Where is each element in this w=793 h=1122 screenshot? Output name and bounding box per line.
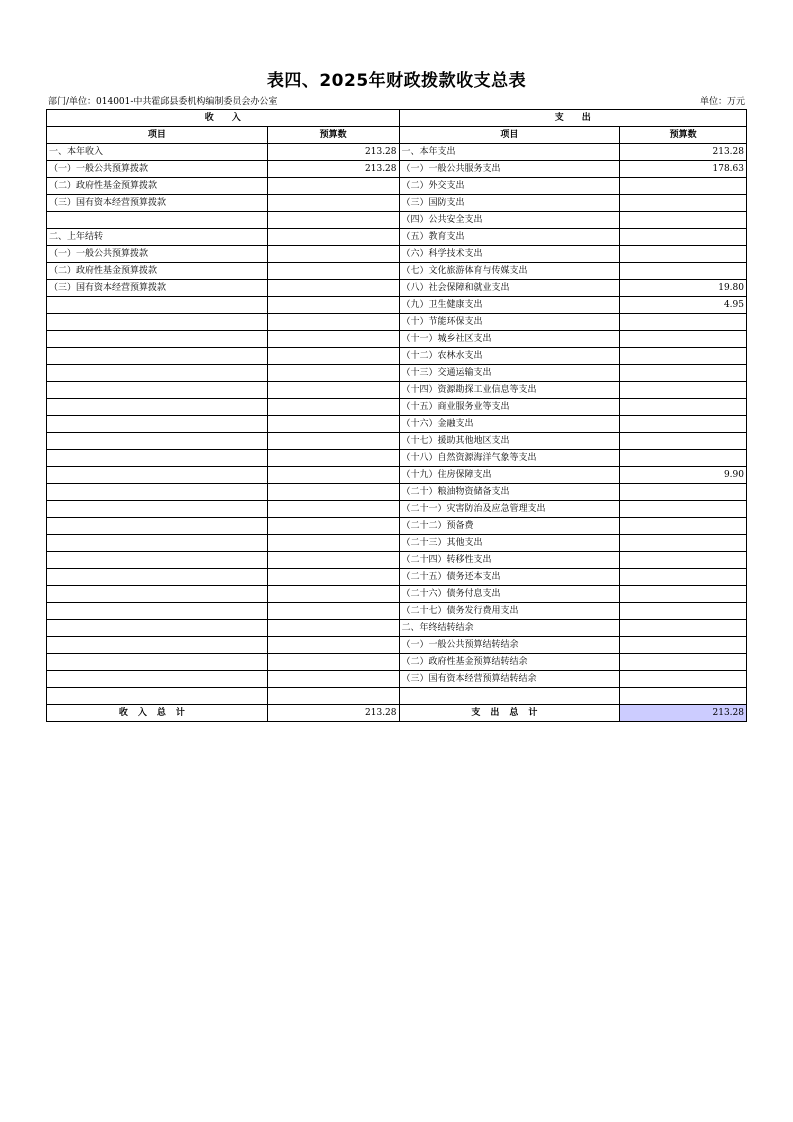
income-item-cell: （三）国有资本经营预算拨款 xyxy=(47,195,268,212)
income-value-cell xyxy=(267,416,399,433)
income-item-cell xyxy=(47,297,268,314)
expense-value-cell: 19.80 xyxy=(620,280,747,297)
income-item-cell xyxy=(47,501,268,518)
expense-value-cell: 9.90 xyxy=(620,467,747,484)
expense-item-cell: （二）政府性基金预算结转结余 xyxy=(399,654,620,671)
income-item-cell xyxy=(47,552,268,569)
expense-item-cell: （十九）住房保障支出 xyxy=(399,467,620,484)
expense-section-header: 支 出 xyxy=(399,110,746,127)
table-row xyxy=(47,246,747,263)
table-row xyxy=(47,178,747,195)
income-item-cell: （一）一般公共预算拨款 xyxy=(47,161,268,178)
unit-label: 单位：万元 xyxy=(699,97,745,107)
income-value-cell xyxy=(267,688,399,705)
expense-value-cell xyxy=(620,416,747,433)
expense-item-header: 项目 xyxy=(399,127,620,144)
expense-value-cell xyxy=(620,433,747,450)
income-value-cell xyxy=(267,178,399,195)
column-header-row xyxy=(47,127,747,144)
expense-item-cell: （十三）交通运输支出 xyxy=(399,365,620,382)
expense-item-cell: （四）公共安全支出 xyxy=(399,212,620,229)
expense-value-cell xyxy=(620,620,747,637)
income-value-cell xyxy=(267,569,399,586)
income-total-value: 213.28 xyxy=(267,705,399,722)
table-row xyxy=(47,688,747,705)
income-value-cell xyxy=(267,552,399,569)
expense-item-cell: （一）一般公共预算结转结余 xyxy=(399,637,620,654)
income-item-cell xyxy=(47,586,268,603)
income-value-cell xyxy=(267,637,399,654)
income-value-cell xyxy=(267,246,399,263)
income-item-cell xyxy=(47,518,268,535)
income-section-header: 收 入 xyxy=(47,110,400,127)
income-item-cell xyxy=(47,331,268,348)
income-item-cell xyxy=(47,399,268,416)
income-item-cell: 二、上年结转 xyxy=(47,229,268,246)
expense-value-cell xyxy=(620,365,747,382)
income-item-cell xyxy=(47,637,268,654)
income-item-cell xyxy=(47,450,268,467)
expense-value-cell xyxy=(620,195,747,212)
table-row xyxy=(47,212,747,229)
expense-item-cell: （三）国有资本经营预算结转结余 xyxy=(399,671,620,688)
expense-value-cell xyxy=(620,637,747,654)
table-row xyxy=(47,484,747,501)
table-row xyxy=(47,569,747,586)
expense-item-cell: （二十五）债务还本支出 xyxy=(399,569,620,586)
expense-item-cell: （二十）粮油物资储备支出 xyxy=(399,484,620,501)
expense-item-cell: （二十七）债务发行费用支出 xyxy=(399,603,620,620)
income-item-cell xyxy=(47,365,268,382)
table-row xyxy=(47,501,747,518)
expense-item-cell: （八）社会保障和就业支出 xyxy=(399,280,620,297)
income-item-cell xyxy=(47,688,268,705)
table-row xyxy=(47,535,747,552)
income-value-cell xyxy=(267,535,399,552)
expense-item-cell: （五）教育支出 xyxy=(399,229,620,246)
table-row xyxy=(47,603,747,620)
income-value-cell xyxy=(267,399,399,416)
income-item-cell xyxy=(47,382,268,399)
table-row xyxy=(47,161,747,178)
income-value-cell xyxy=(267,195,399,212)
income-item-header: 项目 xyxy=(47,127,268,144)
expense-value-cell xyxy=(620,263,747,280)
expense-item-cell: （十四）资源勘探工业信息等支出 xyxy=(399,382,620,399)
table-row xyxy=(47,280,747,297)
expense-item-cell: （一）一般公共服务支出 xyxy=(399,161,620,178)
expense-value-cell xyxy=(620,603,747,620)
expense-item-cell: （十五）商业服务业等支出 xyxy=(399,399,620,416)
expense-value-cell xyxy=(620,399,747,416)
expense-item-cell: （二十二）预备费 xyxy=(399,518,620,535)
expense-value-cell xyxy=(620,552,747,569)
expense-item-cell: （十二）农林水支出 xyxy=(399,348,620,365)
expense-value-cell xyxy=(620,212,747,229)
expense-item-cell: （二十一）灾害防治及应急管理支出 xyxy=(399,501,620,518)
expense-value-cell xyxy=(620,688,747,705)
department-label: 部门/单位：014001-中共霍邱县委机构编制委员会办公室 xyxy=(48,97,278,107)
expense-value-cell xyxy=(620,178,747,195)
expense-item-cell: （十六）金融支出 xyxy=(399,416,620,433)
income-item-cell xyxy=(47,671,268,688)
income-item-cell: （二）政府性基金预算拨款 xyxy=(47,263,268,280)
expense-item-cell: （二十三）其他支出 xyxy=(399,535,620,552)
income-value-cell xyxy=(267,382,399,399)
expense-item-cell: （十七）援助其他地区支出 xyxy=(399,433,620,450)
table-row xyxy=(47,654,747,671)
expense-value-cell xyxy=(620,246,747,263)
table-row xyxy=(47,671,747,688)
table-row xyxy=(47,314,747,331)
expense-value-cell xyxy=(620,535,747,552)
income-item-cell xyxy=(47,620,268,637)
income-item-cell xyxy=(47,467,268,484)
expense-value-cell xyxy=(620,450,747,467)
expense-item-cell xyxy=(399,688,620,705)
income-value-cell xyxy=(267,331,399,348)
income-value-cell xyxy=(267,348,399,365)
expense-value-cell xyxy=(620,654,747,671)
expense-item-cell: （九）卫生健康支出 xyxy=(399,297,620,314)
expense-total-label: 支出总计 xyxy=(399,705,620,722)
expense-value-cell xyxy=(620,569,747,586)
table-row xyxy=(47,586,747,603)
total-row xyxy=(47,705,747,722)
income-value-cell xyxy=(267,501,399,518)
income-value-cell xyxy=(267,586,399,603)
income-value-cell: 213.28 xyxy=(267,144,399,161)
income-value-cell xyxy=(267,654,399,671)
income-item-cell: （二）政府性基金预算拨款 xyxy=(47,178,268,195)
expense-total-value: 213.28 xyxy=(620,705,747,722)
table-row xyxy=(47,348,747,365)
income-value-cell xyxy=(267,620,399,637)
income-value-cell: 213.28 xyxy=(267,161,399,178)
expense-item-cell: （二十四）转移性支出 xyxy=(399,552,620,569)
income-item-cell xyxy=(47,654,268,671)
income-item-cell xyxy=(47,314,268,331)
table-row xyxy=(47,552,747,569)
expense-value-cell xyxy=(620,501,747,518)
expense-item-cell: （六）科学技术支出 xyxy=(399,246,620,263)
table-row xyxy=(47,518,747,535)
table-row xyxy=(47,416,747,433)
budget-table xyxy=(46,109,747,722)
table-row xyxy=(47,331,747,348)
table-row xyxy=(47,229,747,246)
income-item-cell xyxy=(47,212,268,229)
expense-item-cell: 二、年终结转结余 xyxy=(399,620,620,637)
income-budget-header: 预算数 xyxy=(267,127,399,144)
table-row xyxy=(47,637,747,654)
expense-value-cell xyxy=(620,484,747,501)
income-value-cell xyxy=(267,314,399,331)
income-item-cell xyxy=(47,603,268,620)
income-value-cell xyxy=(267,603,399,620)
table-row xyxy=(47,450,747,467)
page-title: 表四、2025年财政拨款收支总表 xyxy=(266,71,527,91)
income-item-cell: （一）一般公共预算拨款 xyxy=(47,246,268,263)
table-row xyxy=(47,433,747,450)
income-value-cell xyxy=(267,263,399,280)
income-value-cell xyxy=(267,433,399,450)
expense-value-cell xyxy=(620,229,747,246)
income-value-cell xyxy=(267,280,399,297)
income-value-cell xyxy=(267,212,399,229)
table-row xyxy=(47,399,747,416)
expense-value-cell xyxy=(620,348,747,365)
income-item-cell xyxy=(47,535,268,552)
expense-item-cell: （二）外交支出 xyxy=(399,178,620,195)
income-value-cell xyxy=(267,518,399,535)
expense-value-cell xyxy=(620,331,747,348)
expense-value-cell: 178.63 xyxy=(620,161,747,178)
income-value-cell xyxy=(267,297,399,314)
income-value-cell xyxy=(267,467,399,484)
table-row xyxy=(47,382,747,399)
expense-value-cell xyxy=(620,671,747,688)
income-value-cell xyxy=(267,484,399,501)
expense-item-cell: （十一）城乡社区支出 xyxy=(399,331,620,348)
table-row xyxy=(47,365,747,382)
table-row xyxy=(47,144,747,161)
expense-value-cell xyxy=(620,586,747,603)
income-total-label: 收入总计 xyxy=(47,705,268,722)
table-row xyxy=(47,297,747,314)
expense-item-cell: 一、本年支出 xyxy=(399,144,620,161)
table-row xyxy=(47,620,747,637)
income-item-cell xyxy=(47,484,268,501)
expense-value-cell: 213.28 xyxy=(620,144,747,161)
expense-value-cell xyxy=(620,314,747,331)
income-value-cell xyxy=(267,450,399,467)
income-item-cell: 一、本年收入 xyxy=(47,144,268,161)
income-item-cell: （三）国有资本经营预算拨款 xyxy=(47,280,268,297)
section-header-row xyxy=(47,110,747,127)
income-item-cell xyxy=(47,433,268,450)
expense-item-cell: （七）文化旅游体育与传媒支出 xyxy=(399,263,620,280)
expense-item-cell: （二十六）债务付息支出 xyxy=(399,586,620,603)
income-item-cell xyxy=(47,416,268,433)
expense-value-cell xyxy=(620,382,747,399)
income-item-cell xyxy=(47,569,268,586)
expense-item-cell: （三）国防支出 xyxy=(399,195,620,212)
income-value-cell xyxy=(267,365,399,382)
expense-item-cell: （十八）自然资源海洋气象等支出 xyxy=(399,450,620,467)
table-row xyxy=(47,467,747,484)
income-value-cell xyxy=(267,229,399,246)
income-value-cell xyxy=(267,671,399,688)
expense-item-cell: （十）节能环保支出 xyxy=(399,314,620,331)
table-row xyxy=(47,195,747,212)
table-row xyxy=(47,263,747,280)
income-item-cell xyxy=(47,348,268,365)
expense-value-cell xyxy=(620,518,747,535)
expense-budget-header: 预算数 xyxy=(620,127,747,144)
expense-value-cell: 4.95 xyxy=(620,297,747,314)
